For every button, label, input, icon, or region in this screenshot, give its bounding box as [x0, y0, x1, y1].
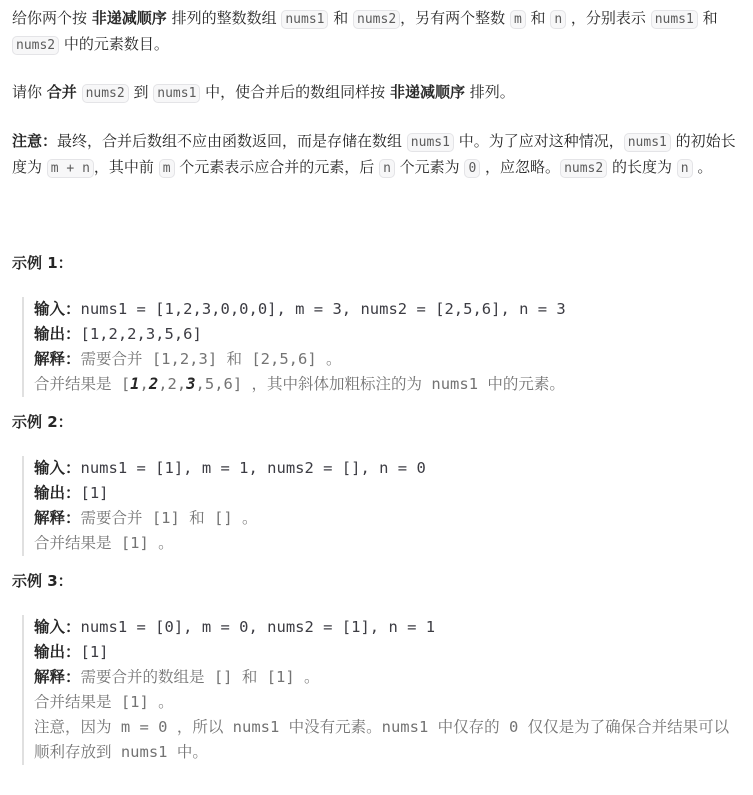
example-3-title: 示例 3： — [12, 572, 73, 590]
code-nums2: nums2 — [12, 36, 59, 55]
example-1-block — [22, 297, 741, 397]
code-nums2: nums2 — [82, 84, 129, 103]
code-nums1: nums1 — [153, 84, 200, 103]
paragraph-intro: 给你两个按 非递减顺序 排列的整数数组 nums1 和 nums2 ，另有两个整数 m 和 n ，分别表示 nums1 和 nums2 中的元素数目。 — [12, 9, 718, 53]
example-input-line: 输入：nums1 = [1], m = 1, nums2 = [], n = 0 — [34, 459, 426, 477]
example-result-line: 合并结果是 [1] 。 — [34, 534, 174, 552]
example-2-title: 示例 2： — [12, 413, 73, 431]
code-zero: 0 — [464, 159, 480, 178]
code-m-plus-n: m + n — [47, 159, 94, 178]
example-output-line: 输出：[1] — [34, 643, 109, 661]
example-explain-line: 解释：需要合并 [1,2,3] 和 [2,5,6] 。 — [34, 350, 342, 368]
example-result-line: 合并结果是 [1] 。 — [34, 693, 174, 711]
paragraph-note: 注意：最终，合并后数组不应由函数返回，而是存储在数组 nums1 中。为了应对这种情况， nums1 的初始长度为 m + n ，其中前 m 个元素表示应合并的元素，后 n 个元素为 0 ，应忽略。 nums2 的长度为 n 。 — [12, 132, 736, 176]
code-nums1: nums1 — [407, 133, 454, 152]
example-output-line: 输出：[1] — [34, 484, 109, 502]
code-nums2: nums2 — [353, 10, 400, 29]
code-n: n — [379, 159, 395, 178]
example-output-line: 输出：[1,2,2,3,5,6] — [34, 325, 202, 343]
code-nums1: nums1 — [281, 10, 328, 29]
example-note-line: 注意，因为 m = 0 ，所以 nums1 中没有元素。nums1 中仅存的 0 仅仅是为了确保合并结果可以顺利存放到 nums1 中。 — [34, 718, 730, 761]
code-m: m — [159, 159, 175, 178]
code-n: n — [677, 159, 693, 178]
example-1-title: 示例 1： — [12, 254, 73, 272]
code-nums2: nums2 — [560, 159, 607, 178]
code-m: m — [510, 10, 526, 29]
example-input-line: 输入：nums1 = [0], m = 0, nums2 = [1], n = 1 — [34, 618, 436, 636]
example-explain-line: 解释：需要合并的数组是 [] 和 [1] 。 — [34, 668, 320, 686]
paragraph-task: 请你 合并 nums2 到 nums1 中，使合并后的数组同样按 非递减顺序 排列。 — [12, 83, 515, 101]
example-result-line: 合并结果是 [1,2,2,3,5,6] ，其中斜体加粗标注的为 nums1 中的元素。 — [34, 375, 565, 393]
example-input-line: 输入：nums1 = [1,2,3,0,0,0], m = 3, nums2 = [2,5,6], n = 3 — [34, 300, 566, 318]
example-explain-line: 解释：需要合并 [1] 和 [] 。 — [34, 509, 258, 527]
code-n: n — [550, 10, 566, 29]
code-nums1: nums1 — [651, 10, 698, 29]
example-3-block — [22, 615, 741, 765]
example-2-block — [22, 456, 741, 556]
code-nums1: nums1 — [624, 133, 671, 152]
